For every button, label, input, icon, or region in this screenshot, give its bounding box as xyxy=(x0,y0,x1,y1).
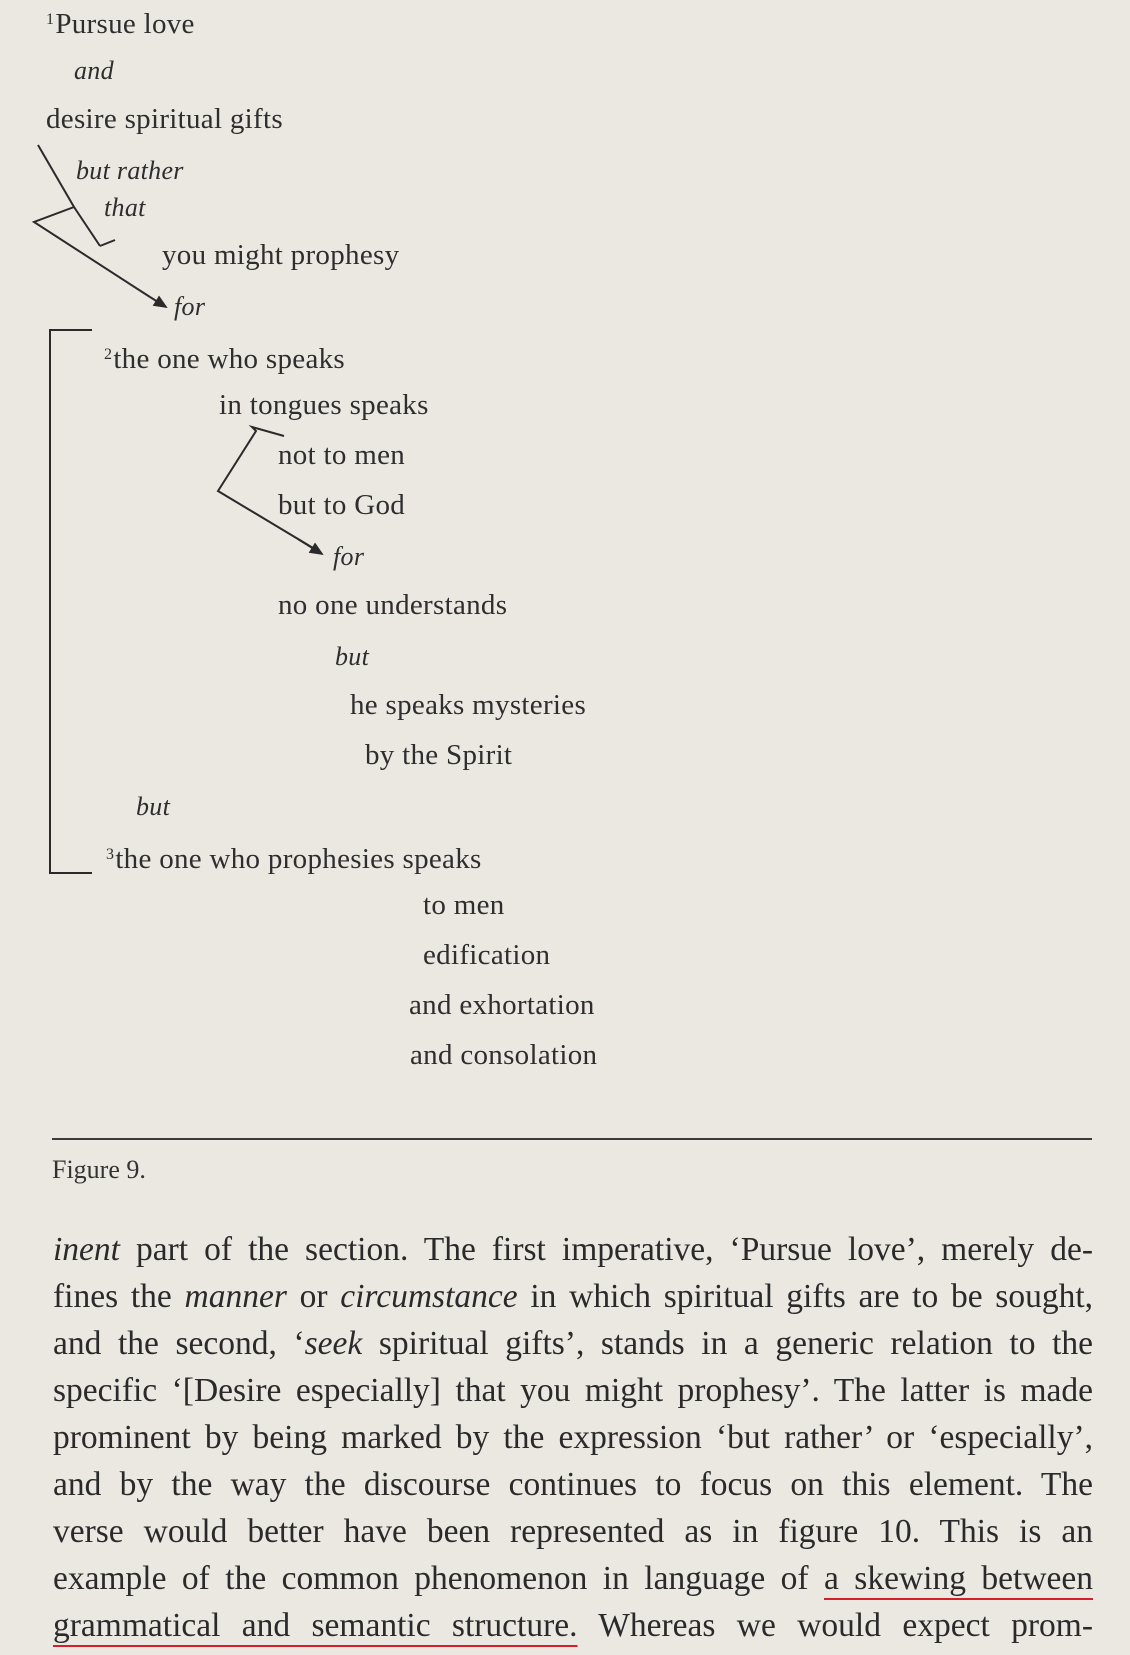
text-line: and the second, ‘seek spiritual gifts’, stands in a generic relation to the xyxy=(53,1325,1093,1362)
diagram-line: $^3$the one who prophesies speaks xyxy=(106,843,482,875)
diagram-line: and consolation xyxy=(410,1039,598,1071)
arrow-to-for-1 xyxy=(150,297,166,307)
diagram-connector-word: but xyxy=(335,642,370,671)
text-line: inent part of the section. The first imperative, ‘Pursue love’, merely de- xyxy=(53,1231,1093,1268)
diagram-line: desire spiritual gifts xyxy=(46,103,283,135)
text-line: fines the manner or circumstance in which spiritual gifts are to be sought, xyxy=(53,1278,1094,1315)
diagram-line: you might prophesy xyxy=(162,239,400,271)
text-line: and by the way the discourse continues to focus on this element. The xyxy=(53,1466,1093,1503)
text-line: specific ‘[Desire especially] that you might prophesy’. The latter is made xyxy=(53,1372,1093,1409)
diagram-line: no one understands xyxy=(278,589,508,621)
diagram-line: and exhortation xyxy=(409,989,595,1021)
diagram-connector-word: for xyxy=(333,542,365,571)
diagram-connector-word: and xyxy=(74,56,114,85)
text-line: prominent by being marked by the expression ‘but rather’ or ‘especially’, xyxy=(53,1419,1093,1456)
diagram-line: by the Spirit xyxy=(365,739,513,771)
body-paragraph xyxy=(53,1226,1093,1649)
figure-divider xyxy=(52,1138,1092,1140)
text-line: example of the common phenomenon in language of a skewing between xyxy=(53,1560,1093,1597)
diagram-line: but to God xyxy=(278,489,406,521)
that-pointer-line xyxy=(74,207,100,246)
diagram-line: in tongues speaks xyxy=(219,389,429,421)
figure-caption: Figure 9. xyxy=(52,1155,146,1184)
diagram-line: $^1$Pursue love xyxy=(46,8,195,40)
arrow-to-for-2 xyxy=(298,539,322,554)
left-bracket xyxy=(50,330,92,873)
diagram-line: $^2$the one who speaks xyxy=(104,343,346,375)
highlighted-phrase: a skewing between xyxy=(823,1560,1093,1597)
diagram-connector-word: but rather xyxy=(76,156,184,185)
highlighted-phrase: grammatical and semantic structure. xyxy=(53,1607,578,1644)
text-line: grammatical and semantic structure. Whereas we would expect prom- xyxy=(53,1607,1093,1644)
text-line: verse would better have been represented as in figure 10. This is an xyxy=(53,1513,1093,1550)
diagram-connector-word: but xyxy=(136,792,171,821)
diagram-line: he speaks mysteries xyxy=(350,689,587,721)
diagram-line: to men xyxy=(423,889,505,921)
diagram-line: edification xyxy=(423,939,551,971)
that-pointer-tick xyxy=(100,240,115,246)
diagram-connector-word: that xyxy=(104,193,146,222)
diagram-connector-word: for xyxy=(174,292,206,321)
diagram-line: not to men xyxy=(278,439,406,471)
